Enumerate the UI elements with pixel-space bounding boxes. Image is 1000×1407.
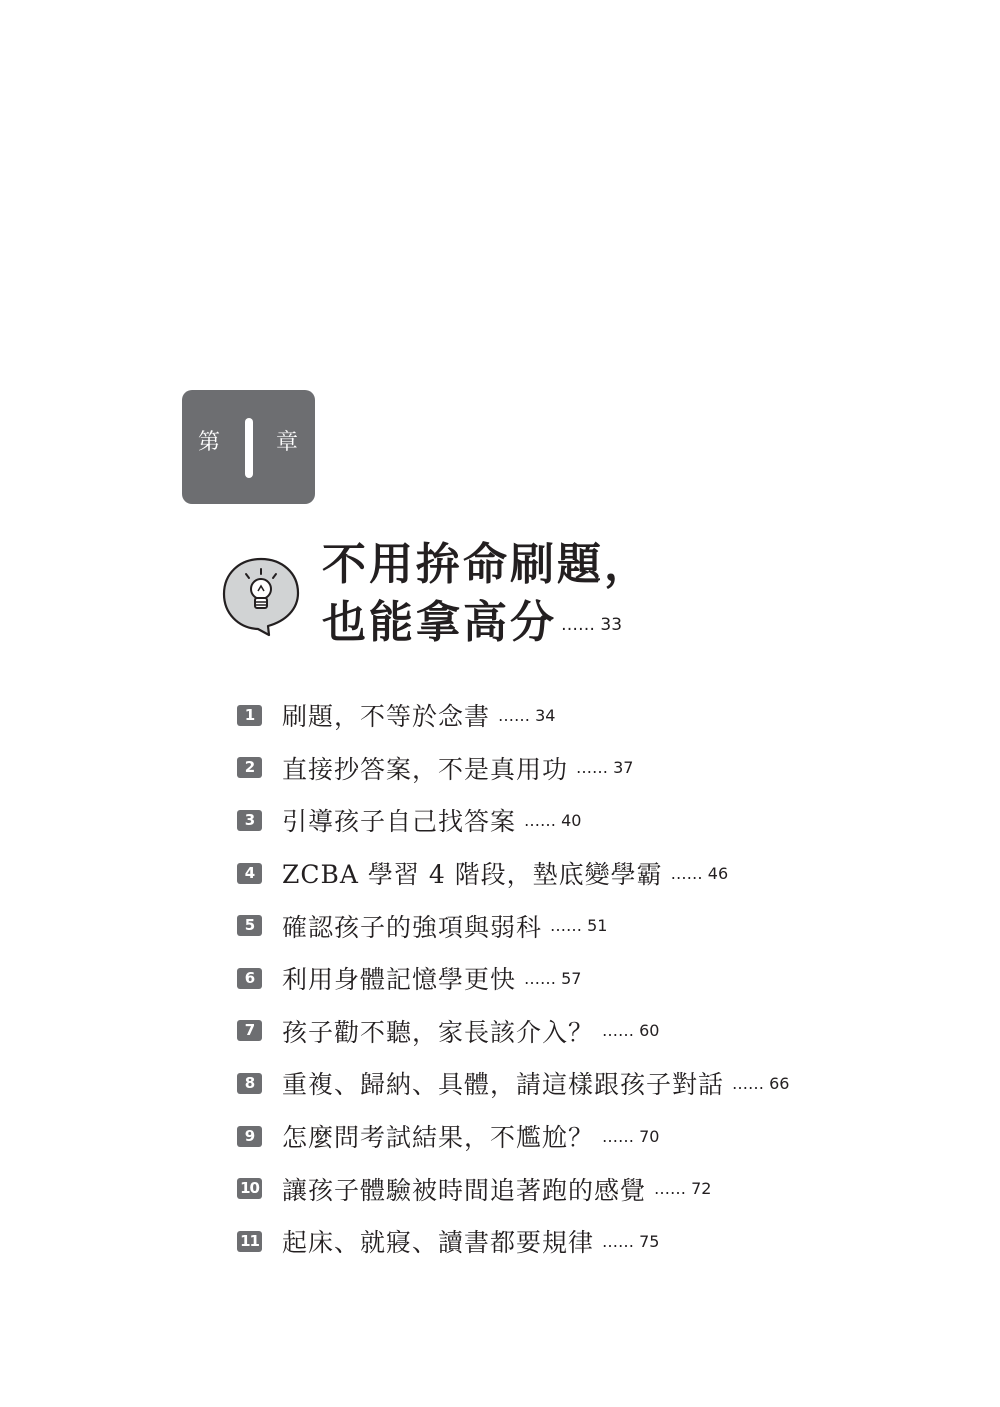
section-page: …… 72 [654, 1179, 712, 1199]
section-number: 6 [237, 968, 262, 989]
section-page: …… 70 [602, 1126, 660, 1146]
chapter-title [322, 536, 651, 654]
section-page: …… 60 [602, 1021, 660, 1041]
section-item [237, 689, 789, 742]
section-item [237, 952, 789, 1005]
section-title: 孩子勸不聽，家長該介入？ [282, 1017, 595, 1047]
section-title: 怎麼問考試結果，不尷尬？ [282, 1123, 595, 1153]
section-number: 4 [237, 863, 262, 884]
section-title: 直接抄答案，不是真用功 [282, 754, 569, 784]
section-number: 2 [237, 757, 262, 778]
section-number: 9 [237, 1126, 262, 1147]
section-title: 起床、就寢、讀書都要規律 [282, 1228, 595, 1258]
section-title: ZCBA 學習 4 階段，墊底變學霸 [282, 860, 663, 890]
chapter-badge [182, 390, 315, 504]
section-item [237, 1057, 789, 1110]
section-number: 3 [237, 810, 262, 831]
section-page: …… 34 [498, 705, 556, 725]
lightbulb-speech-bubble-icon [220, 555, 302, 637]
chapter-number-glyph [245, 418, 253, 478]
section-number: 7 [237, 1020, 262, 1041]
section-list [237, 689, 789, 1268]
section-page: …… 57 [524, 968, 582, 988]
section-item [237, 1110, 789, 1163]
chapter-title-line-2: 也能拿高分 [322, 597, 557, 648]
chapter-number [182, 390, 183, 391]
section-title: 確認孩子的強項與弱科 [282, 912, 543, 942]
section-page: …… 75 [602, 1231, 660, 1251]
section-number: 1 [237, 705, 262, 726]
section-title: 利用身體記憶學更快 [282, 965, 517, 995]
section-title: 引導孩子自己找答案 [282, 807, 517, 837]
section-page: …… 37 [576, 758, 634, 778]
section-item [237, 742, 789, 795]
chapter-page: …… 33 [561, 615, 623, 635]
section-number: 5 [237, 915, 262, 936]
section-item [237, 1005, 789, 1058]
section-item [237, 794, 789, 847]
section-title: 刷題，不等於念書 [282, 702, 491, 732]
section-item [237, 1162, 789, 1215]
section-page: …… 51 [550, 916, 608, 936]
section-page: …… 40 [524, 810, 582, 830]
section-number: 11 [237, 1231, 262, 1252]
chapter-suffix: 章 [275, 430, 298, 455]
section-title: 讓孩子體驗被時間追著跑的感覺 [282, 1175, 647, 1205]
chapter-prefix: 第 [198, 430, 221, 455]
section-item [237, 899, 789, 952]
section-number: 8 [237, 1073, 262, 1094]
section-page: …… 66 [732, 1073, 790, 1093]
section-item [237, 1215, 789, 1268]
section-item [237, 847, 789, 900]
section-page: …… 46 [670, 863, 729, 883]
chapter-title-line-1: 不用拚命刷題， [322, 539, 651, 590]
section-number: 10 [237, 1178, 262, 1199]
section-title: 重複、歸納、具體，請這樣跟孩子對話 [282, 1070, 725, 1100]
